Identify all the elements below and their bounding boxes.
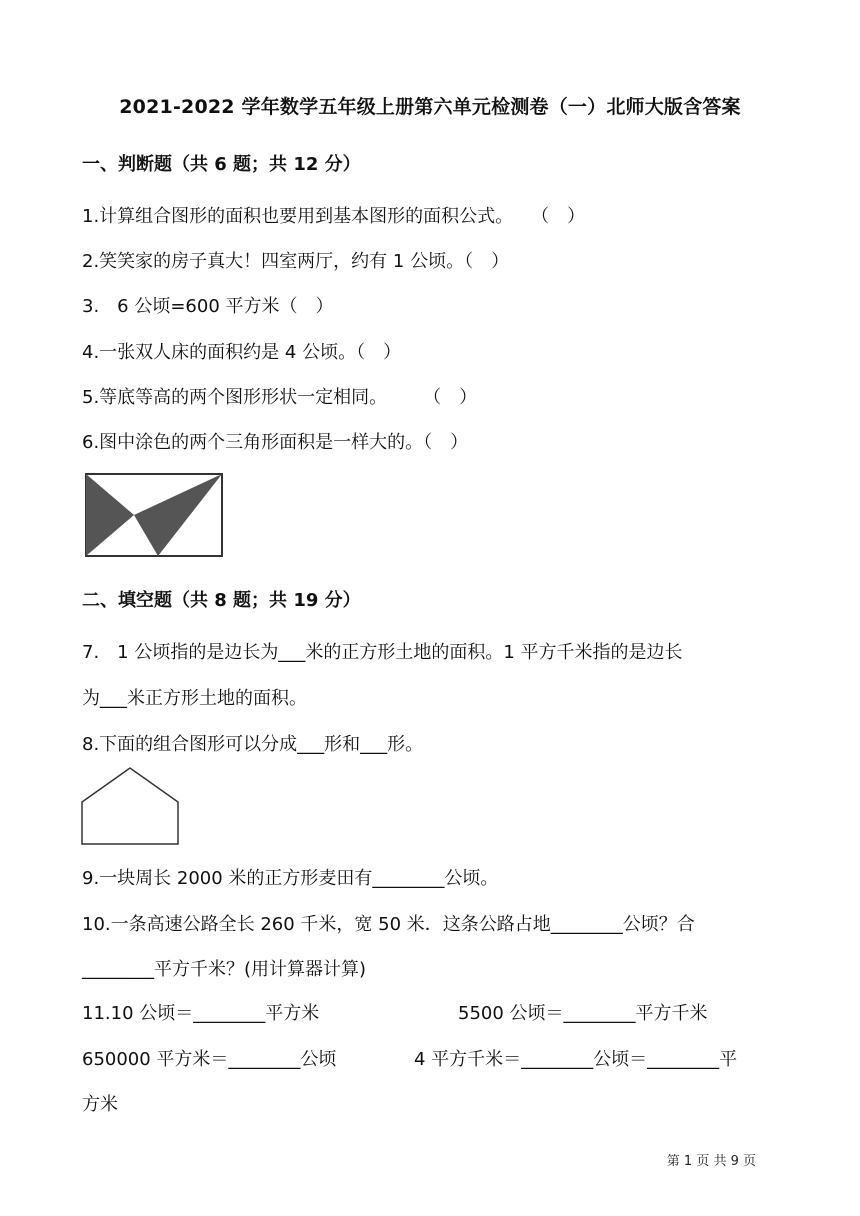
question-7-line-2: 为___米正方形土地的面积。 [82, 688, 307, 709]
question-10-line-1: 10.一条高速公路全长 260 千米，宽 50 米．这条公路占地________公顷？合 [82, 914, 695, 935]
section-heading-judgement: 一、判断题（共 6 题；共 12 分） [82, 154, 361, 175]
question-11-part-c: 650000 平方米＝________公顷 [82, 1049, 337, 1070]
question-7-line-1: 7. 1 公顷指的是边长为___米的正方形土地的面积。1 平方千米指的是边长 [82, 642, 683, 663]
q8-house-figure [80, 766, 180, 846]
question-10-line-2: ________平方千米？(用计算器计算) [82, 959, 367, 980]
question-11-part-b: 5500 公顷＝________平方千米 [458, 1003, 708, 1024]
section-heading-fill-blank: 二、填空题（共 8 题；共 19 分） [82, 590, 361, 611]
question-3: 3. 6 公顷=600 平方米（ ） [82, 296, 334, 317]
question-9: 9.一块周长 2000 米的正方形麦田有________公顷。 [82, 868, 499, 889]
question-6: 6.图中涂色的两个三角形面积是一样大的。（ ） [82, 432, 469, 453]
question-11-part-a: 11.10 公顷＝________平方米 [82, 1003, 320, 1024]
question-11-part-e: 方米 [82, 1094, 118, 1115]
question-2: 2.笑笑家的房子真大！四室两厅，约有 1 公顷。（ ） [82, 251, 510, 272]
page-footer: 第 1 页 共 9 页 [666, 1154, 756, 1169]
question-11-part-d: 4 平方千米＝________公顷＝________平 [414, 1049, 738, 1070]
house-outline [82, 768, 178, 844]
question-5: 5.等底等高的两个图形形状一定相同。 （ ） [82, 387, 478, 408]
question-8: 8.下面的组合图形可以分成___形和___形。 [82, 734, 424, 755]
page-title: 2021-2022 学年数学五年级上册第六单元检测卷（一）北师大版含答案 [119, 96, 741, 118]
question-4: 4.一张双人床的面积约是 4 公顷。（ ） [82, 342, 402, 363]
question-1: 1.计算组合图形的面积也要用到基本图形的面积公式。 （ ） [82, 206, 586, 227]
q6-triangle-figure [84, 472, 226, 560]
